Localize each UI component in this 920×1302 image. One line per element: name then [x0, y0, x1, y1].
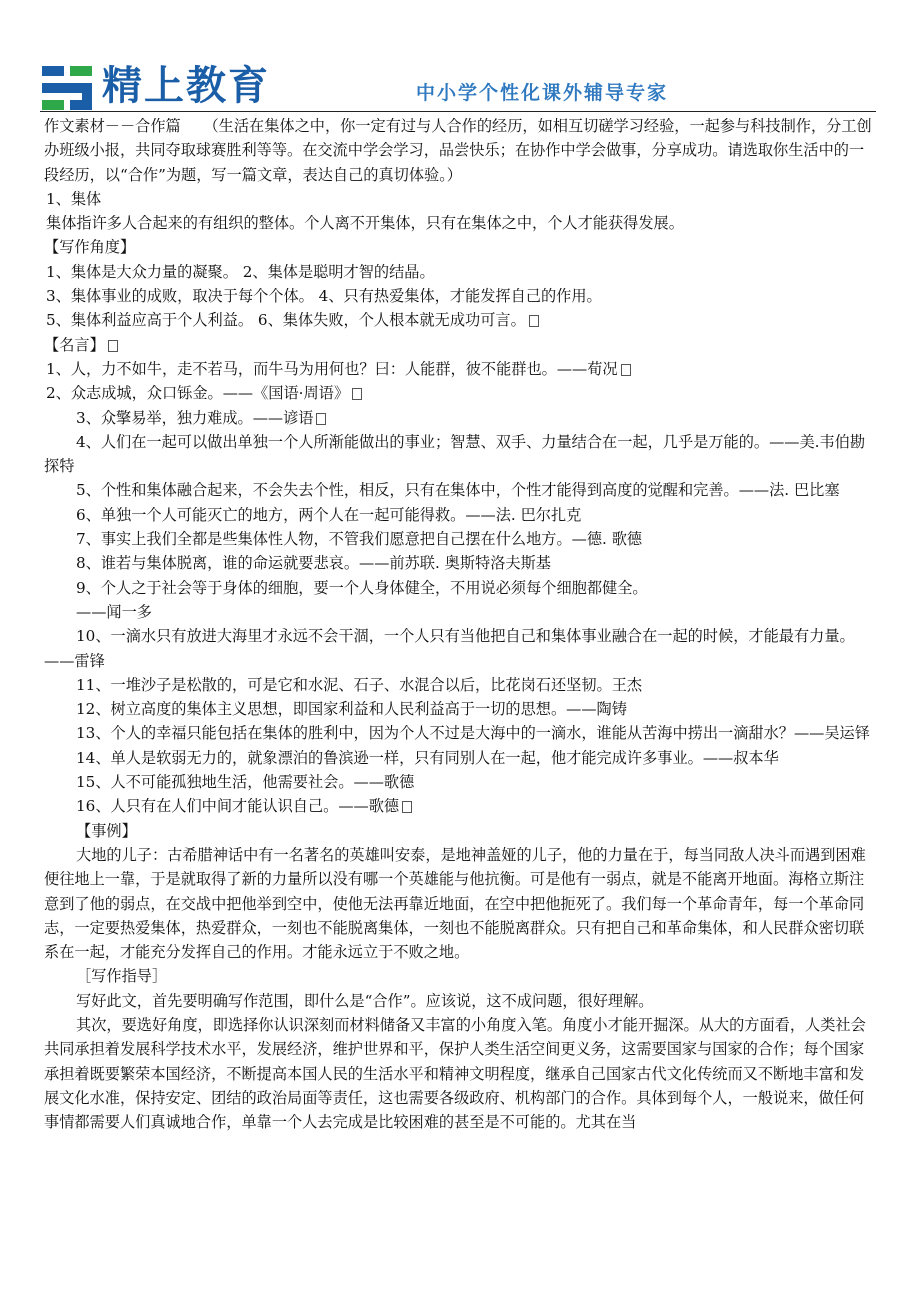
quote-line: 12、树立高度的集体主义思想，即国家利益和人民利益高于一切的思想。——陶铸: [76, 700, 627, 719]
quote-line: 2、众志成城，众口铄金。——《国语·周语》: [46, 384, 350, 403]
brand-slogan: 中小学个性化课外辅导专家: [416, 82, 669, 104]
angle-line: [44, 308, 876, 332]
quote-line: 13、个人的幸福只能包括在集体的胜利中，因为个人不过是大海中的一滴水，谁能从苦海中捞出一滴甜水？——吴运铎: [76, 724, 870, 743]
quote-line: 11、一堆沙子是松散的，可是它和水泥、石子、水混合以后，比花岗石还坚韧。王杰: [76, 675, 643, 694]
placeholder-box-icon: [529, 315, 539, 327]
intro-paragraph: 作文素材－－合作篇 （生活在集体之中，你一定有过与人合作的经历，如相互切磋学习经验，一起参与科技制作，分工创办班级小报，共同夺取球赛胜利等等。在交流中学会学习，品尝快乐；在协作中学会做事，分享成功。请选取你生活中的一段经历，以“合作”为题，写一篇文章，表达自己的真切体验。）: [44, 117, 872, 184]
placeholder-box-icon: [108, 340, 118, 352]
angle-line: 1、集体是大众力量的凝聚。 2、集体是聪明才智的结晶。: [46, 262, 435, 281]
section-title: 1、集体: [46, 189, 102, 208]
brand-name: 精上教育: [102, 63, 270, 109]
quote-line: 14、单人是软弱无力的，就象漂泊的鲁滨逊一样，只有同别人在一起，他才能完成许多事业。——叔本华: [76, 748, 779, 767]
header-divider: [40, 111, 876, 112]
angle-line-text: 5、集体利益应高于个人利益。 6、集体失败，个人根本就无成功可言。: [46, 311, 526, 330]
angle-line: 3、集体事业的成败，取决于每个个体。 4、只有热爱集体，才能发挥自己的作用。: [46, 287, 602, 306]
example-paragraph: 大地的儿子：古希腊神话中有一名著名的英雄叫安泰，是地神盖娅的儿子，他的力量在于，每当同敌人决斗而遇到困难便往地上一靠，于是就取得了新的力量所以没有哪一个英雄能与他抗衡。可是他有一弱点，就是不能离开地面。海格立斯注意到了他的弱点，在交战中把他举到空中，使他无法再靠近地面，在空中把他扼死了。我们每一个革命青年，每一个革命同志，一定要热爱集体，热爱群众，一刻也不能脱离集体，一刻也不能脱离群众。只有把自己和革命集体，和人民群众密切联系在一起，才能充分发挥自己的作用。才能永远立于不败之地。: [44, 845, 866, 962]
quote-line: 10、一滴水只有放进大海里才永远不会干涸，一个人只有当他把自己和集体事业融合在一起的时候，才能最有力量。——雷锋: [44, 627, 855, 670]
angles-heading: 【写作角度】: [44, 238, 136, 257]
quote-line: 1、人，力不如牛，走不若马，而牛马为用何也？曰：人能群，彼不能群也。——荀况: [46, 359, 618, 378]
placeholder-box-icon: [352, 388, 362, 400]
quote-line: 8、谁若与集体脱离，谁的命运就要悲哀。——前苏联. 奥斯特洛夫斯基: [76, 554, 551, 573]
document-body: [44, 114, 876, 1134]
quote-line: 7、事实上我们全都是些集体性人物，不管我们愿意把自己摆在什么地方。—德. 歌德: [76, 530, 643, 549]
quotes-heading: 【名言】: [44, 335, 105, 354]
example-heading: 【事例】: [76, 821, 137, 840]
placeholder-box-icon: [316, 413, 326, 425]
quote-line: 9、个人之于社会等于身体的细胞，要一个人身体健全，不用说必须每个细胞都健全。: [76, 578, 648, 597]
page-header: [40, 64, 876, 112]
quote-line: 4、人们在一起可以做出单独一个人所渐能做出的事业；智慧、双手、力量结合在一起，几乎是万能的。——美.韦伯勘探特: [44, 432, 866, 476]
quote-line: 15、人不可能孤独地生活，他需要社会。——歌德: [76, 773, 415, 792]
quote-attribution: ——闻一多: [76, 602, 152, 621]
guide-paragraph: 其次，要选好角度，即选择你认识深刻而材料储备又丰富的小角度入笔。角度小才能开掘深。从大的方面看，人类社会共同承担着发展科学技术水平，发展经济，维护世界和平，保护人类生活空间更义务，这需要国家与国家的合作；每个国家承担着既要繁荣本国经济，不断提高本国人民的生活水平和精神文明程度，继承自己国家古代文化传统而又不断地丰富和发展文化水准，保持安定、团结的政治局面等责任，这也需要各级政府、机构部门的合作。具体到每个人，一般说来，做任何事情都需要人们真诚地合作，单靠一个人去完成是比较困难的甚至是不可能的。尤其在当: [44, 1015, 866, 1132]
placeholder-box-icon: [621, 364, 631, 376]
placeholder-box-icon: [402, 801, 412, 813]
definition: 集体指许多人合起来的有组织的整体。个人离不开集体，只有在集体之中，个人才能获得发展。: [46, 214, 684, 233]
quote-line: 5、个性和集体融合起来，不会失去个性，相反，只有在集体中，个性才能得到高度的觉醒和完善。——法. 巴比塞: [76, 481, 840, 500]
logo-icon: [42, 66, 92, 110]
quote-line: 3、众擎易举，独力难成。——谚语: [76, 408, 314, 427]
guide-paragraph: 写好此文，首先要明确写作范围，即什么是“合作”。应该说，这不成问题，很好理解。: [76, 991, 654, 1010]
guide-heading: ［写作指导］: [76, 967, 168, 986]
quote-line: 16、人只有在人们中间才能认识自己。——歌德: [76, 797, 400, 816]
quote-line: 6、单独一个人可能灭亡的地方，两个人在一起可能得救。——法. 巴尔扎克: [76, 505, 582, 524]
